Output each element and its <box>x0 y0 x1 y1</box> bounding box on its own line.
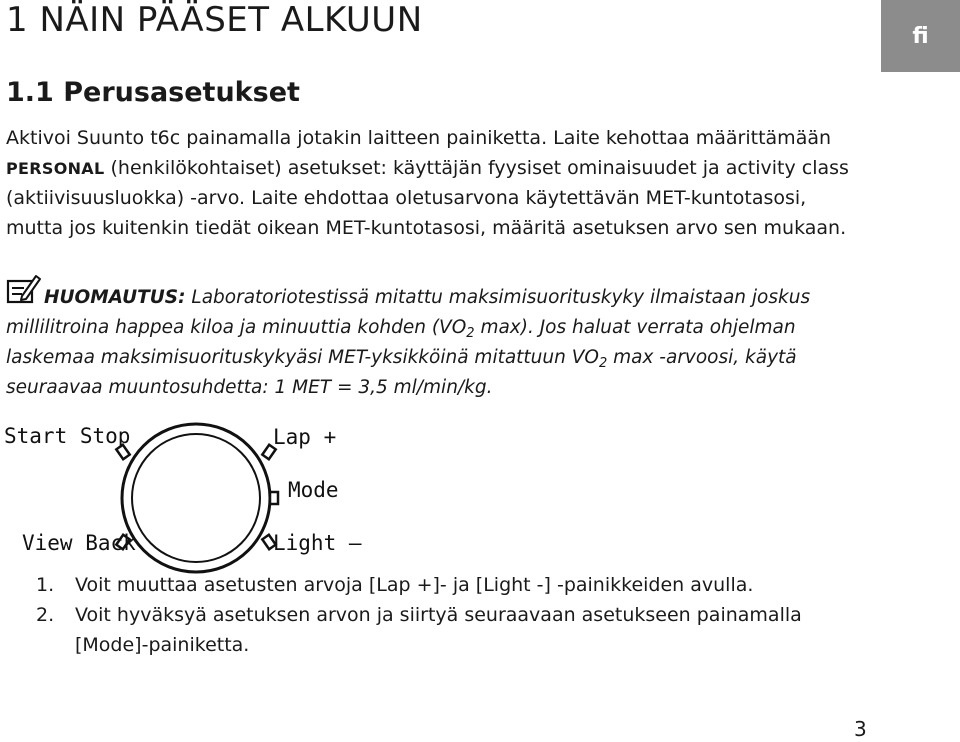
note-line-2-sub: 2 <box>466 326 475 341</box>
note-line-3 <box>6 343 797 373</box>
note-line-2b: max). Jos haluat verrata ohjelman <box>474 317 796 338</box>
intro-line-3: (aktiivisuusluokka) -arvo. Laite ehdottaa oletusarvona käytettävän MET-kuntotasosi, <box>6 187 807 209</box>
note-line-1 <box>44 283 810 313</box>
language-tab: fi <box>881 0 960 72</box>
note-pencil-icon <box>6 272 42 306</box>
label-lap-plus: Lap + <box>273 425 337 449</box>
note-line-2a: millilitroina happea kiloa ja minuuttia kohden (VO <box>6 317 467 338</box>
intro-line-1: Aktivoi Suunto t6c painamalla jotakin laitteen painiketta. Laite kehottaa määrittämään <box>6 127 832 149</box>
step-2-text-line-2: [Mode]-painiketta. <box>75 634 250 656</box>
label-start-stop: Start Stop <box>4 424 131 448</box>
note-line-3-sub: 2 <box>598 356 608 371</box>
intro-line-4: mutta jos kuitenkin tiedät oikean MET-kuntotasosi, määritä asetuksen arvo sen mukaan. <box>6 217 847 239</box>
note-line-1-text: Laboratoriotestissä mitattu maksimisuorituskyky ilmaistaan joskus <box>185 287 811 308</box>
step-1-number: 1. <box>36 574 55 596</box>
step-1-text: Voit muuttaa asetusten arvoja [Lap +]- ja [Light -] -painikkeiden avulla. <box>75 574 754 596</box>
note-label: HUOMAUTUS: <box>44 287 186 308</box>
label-mode: Mode <box>288 478 339 502</box>
label-view-back: View Back <box>22 531 136 555</box>
chapter-heading: 1 NÄIN PÄÄSET ALKUUN <box>6 0 423 40</box>
personal-keyword: PERSONAL <box>6 159 105 178</box>
label-light-minus: Light – <box>273 531 362 555</box>
intro-line-2 <box>6 153 849 184</box>
note-line-4: seuraavaa muuntosuhdetta: 1 MET = 3,5 ml/min/kg. <box>6 377 493 398</box>
page-number: 3 <box>854 717 867 741</box>
intro-line-2-text: (henkilökohtaiset) asetukset: käyttäjän fyysiset ominaisuudet ja activity class <box>104 157 849 179</box>
note-line-2 <box>6 313 796 343</box>
step-2-number: 2. <box>36 604 55 626</box>
section-heading: 1.1 Perusasetukset <box>6 77 300 108</box>
note-line-3b: max -arvoosi, käytä <box>607 347 797 368</box>
note-line-3a: laskemaa maksimisuorituskykyäsi MET-yksikköinä mitattuun VO <box>6 347 599 368</box>
step-2-text-line-1: Voit hyväksyä asetuksen arvon ja siirtyä seuraavaan asetukseen painamalla <box>75 604 802 626</box>
